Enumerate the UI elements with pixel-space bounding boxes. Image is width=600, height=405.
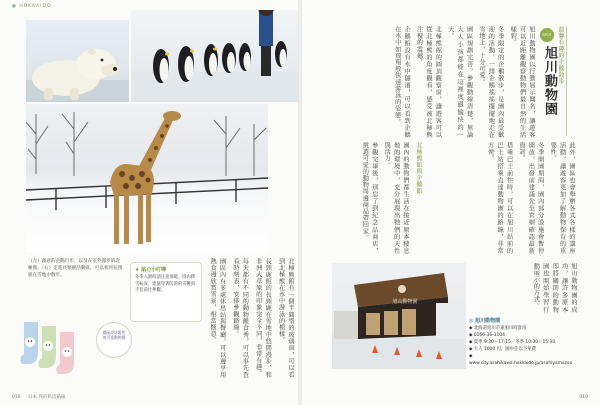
left-page [0,0,298,405]
left-footer [12,394,65,400]
right-body-top [310,26,536,138]
info-website: ◆ www.city.asahikawa.hokkaido.jp/asahiyamazoo [469,354,573,366]
right-paragraph: 旭川動物園以行動展示聞名，讓遊客可以近距離觀察動物們最自然的生活樣貌。 [509,26,535,138]
right-body-lower [508,263,578,313]
right-body-mid-left [310,142,410,254]
info-address: ◆ 北海道旭川市東旭川町倉沼 [469,326,527,331]
left-paragraph: 北極熊館有一個半圓型的玻璃窗，可以看到北極熊在水中游泳的模樣。 [277,258,294,378]
spot-title: 旭川動物園 [542,46,557,116]
photo-caption: （左）創意的企鵝行步，以及在室外漫步的北極熊。（右）走進長頸鹿活動區，可以看到長頸鹿在雪地中散步。 [28,259,123,278]
right-paragraph: 參觀完畢後，別忘了到紀念品商店，挑選可愛的動物周邊商品帶回家。 [361,142,378,254]
spot-subtitle: 溫馨有趣的企鵝散步 [557,26,564,85]
giraffe-photo [26,104,268,252]
right-paragraph: 企鵝館設有水中隧道，可以看到企鵝在水中如飛翔般快速游泳的姿態。 [393,26,411,138]
tip-title: ★ 貼心小叮嚀 [135,267,167,273]
penguin-walk-photo [131,10,298,102]
section-subtitle: 北極熊館與企鵝館 [415,142,422,194]
left-paragraph: 長頸鹿館的長頸鹿在雪地中悠閒漫步，和非洲大草原的印象完全不同，非常有趣。 [254,258,272,378]
left-paragraph: 每天都有不同的動物餵食秀，可以事先查看時刻表，安排參觀路線。 [231,258,249,378]
footer-text: 日本 我的私房路線 [28,395,66,400]
right-page [302,0,600,405]
building-sign: 旭山動物園 [392,299,418,305]
right-paragraph: 旭山動物園的成功，讓許多原本即將關閉的動物園也開始學習行動展示的方式。 [532,263,577,313]
info-price: ◆ 大人 1000 円、國中生以下免費 [469,347,537,352]
info-phone: ◆ 0166-36-1104 [469,333,505,338]
left-body-text [205,258,295,378]
page-number: 019 [579,395,588,400]
right-paragraph: 搭乘巴士前往時，可以在旭川站前的巴士站搭乘直達動物園的路線，非常方便。 [486,142,513,254]
zoo-entrance-photo [332,263,466,369]
running-header: ● HOKKAIDO [12,4,52,9]
right-footer [579,395,588,400]
right-paragraph: 冬季開園期間，園內部分設施會暫停開放，出發前建議先至官網確認最新資訊。 [517,142,544,254]
right-paragraph: 冬季限定的企鵝散步，是園內最受歡迎的活動，一排企鵝搖搖擺擺地走在雪地上，十分可愛。 [477,26,504,138]
socks-photo [18,318,88,376]
left-paragraph: 園區內有多處休息站與餐廳，可以邊享用熱食邊欣賞雪景，相當愜意。 [209,258,226,378]
right-paragraph: 園內的動物們都生活在接近原本棲息地的環境中，充分展現出牠們的天性與活力。 [383,142,409,254]
souvenir-caption: 園區商店販售的可愛動物襪 [102,330,126,340]
tip-box [130,262,202,322]
green-rule [566,26,567,136]
tip-body: 冬季入園時請注意保暖，園內積雪較深，建議穿著防滑的雪靴與手套前往參觀。 [135,275,196,293]
right-paragraph: 此外，園區也會舉辦各式各樣的講座活動，讓遊客更加了解動物保育的重要性。 [549,142,575,254]
info-box [469,318,577,367]
info-hours: ◆ 夏季 9:30～17:15／冬季 10:30～15:30 [469,340,556,345]
souvenir-bubble [96,322,132,358]
right-body-mid-right [426,142,576,254]
page-number: 018 [12,395,21,400]
spot-badge: SPOT [540,28,554,42]
info-title: ◎ 旭川動物園 [469,318,501,324]
polar-bear-photo [26,20,129,102]
right-paragraph: 北極熊館的圓頂觀察窗，讓遊客可以從北極熊的角度觀看，感受被北極熊注視的震撼。 [415,26,442,138]
right-paragraph: 園區規劃完善，參觀動線清楚，無論大人小孩都能在這裡度過愉快的一天。 [446,26,473,138]
